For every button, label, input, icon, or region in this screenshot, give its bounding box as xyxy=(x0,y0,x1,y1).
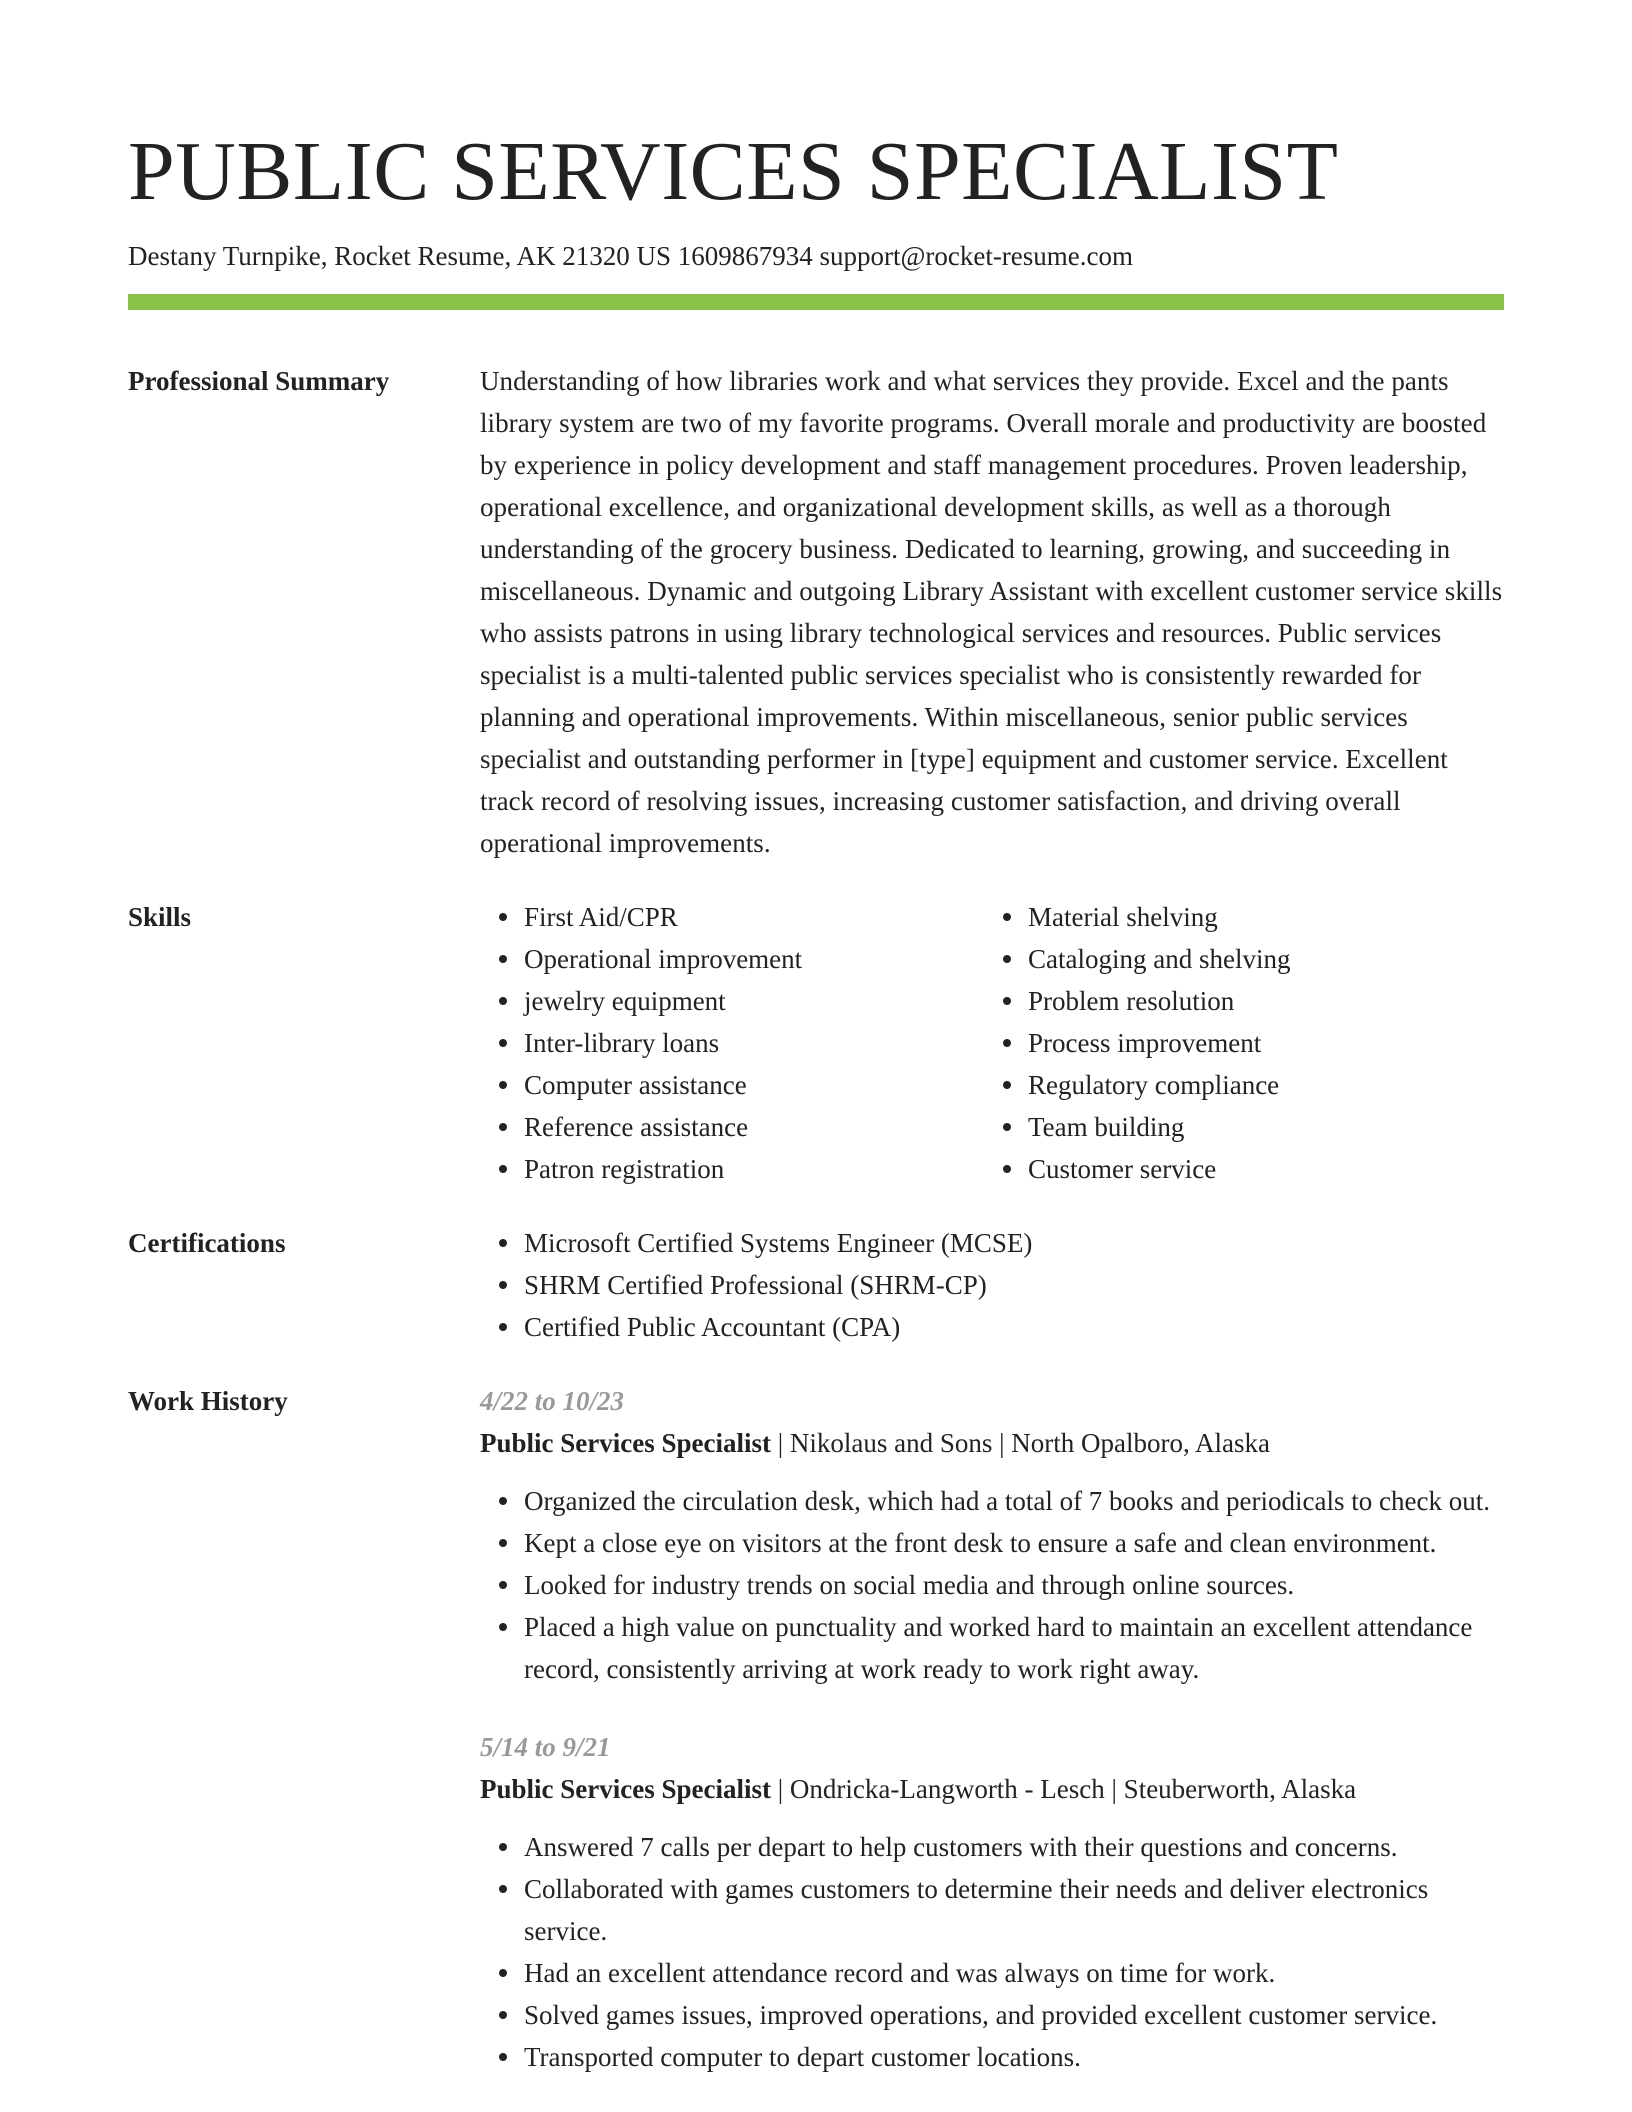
skill-item: Regulatory compliance xyxy=(1028,1064,1488,1106)
skills-list-left xyxy=(480,896,984,1190)
skill-item: Process improvement xyxy=(1028,1022,1488,1064)
section-label: Certifications xyxy=(128,1228,286,1258)
job-bullet: Kept a close eye on visitors at the front desk to ensure a safe and clean environment. xyxy=(524,1522,1504,1564)
job-bullet: Had an excellent attendance record and was always on time for work. xyxy=(524,1952,1504,1994)
skills-column-right xyxy=(984,896,1488,1190)
certification-item: Certified Public Accountant (CPA) xyxy=(524,1306,1504,1348)
job-entry xyxy=(480,1380,1504,1690)
skill-item: Customer service xyxy=(1028,1148,1488,1190)
skill-item: Material shelving xyxy=(1028,896,1488,938)
job-title: Public Services Specialist xyxy=(480,1428,771,1458)
job-title-line xyxy=(480,1768,1504,1810)
section-body xyxy=(480,1222,1504,1348)
skill-item: Computer assistance xyxy=(524,1064,984,1106)
section-body xyxy=(480,1380,1504,2078)
skill-item: Patron registration xyxy=(524,1148,984,1190)
resume-title: PUBLIC SERVICES SPECIALIST xyxy=(128,125,1339,218)
skill-item: Operational improvement xyxy=(524,938,984,980)
skill-item: jewelry equipment xyxy=(524,980,984,1022)
job-details: | Ondricka-Langworth - Lesch | Steuberworth, Alaska xyxy=(770,1774,1357,1804)
job-bullet: Solved games issues, improved operations, and provided excellent customer service. xyxy=(524,1994,1504,2036)
accent-divider xyxy=(128,294,1504,310)
certifications-section xyxy=(128,1222,1504,1348)
job-bullet: Organized the circulation desk, which had a total of 7 books and periodicals to check out. xyxy=(524,1480,1504,1522)
job-bullet: Placed a high value on punctuality and worked hard to maintain an excellent attendance record, consistently arriving at work ready to work right away. xyxy=(524,1606,1504,1690)
work-history-section xyxy=(128,1380,1504,2078)
skill-item: Inter-library loans xyxy=(524,1022,984,1064)
certification-item: Microsoft Certified Systems Engineer (MCSE) xyxy=(524,1222,1504,1264)
skills-columns xyxy=(480,896,1504,1190)
section-body xyxy=(480,360,1504,864)
skill-item: First Aid/CPR xyxy=(524,896,984,938)
job-bullets xyxy=(480,1480,1504,1690)
contact-line: Destany Turnpike, Rocket Resume, AK 21320 US 1609867934 support@rocket-resume.com xyxy=(128,241,1134,271)
skills-list-right xyxy=(984,896,1488,1190)
section-label: Skills xyxy=(128,902,192,932)
job-bullet: Answered 7 calls per depart to help customers with their questions and concerns. xyxy=(524,1826,1504,1868)
section-label: Professional Summary xyxy=(128,366,390,396)
job-dates: 4/22 to 10/23 xyxy=(480,1386,625,1416)
skill-item: Reference assistance xyxy=(524,1106,984,1148)
skills-section xyxy=(128,896,1504,1190)
job-bullet: Transported computer to depart customer locations. xyxy=(524,2036,1504,2078)
job-entry xyxy=(480,1726,1504,2078)
skill-item: Cataloging and shelving xyxy=(1028,938,1488,980)
job-title-line xyxy=(480,1422,1504,1464)
job-dates: 5/14 to 9/21 xyxy=(480,1732,611,1762)
section-label: Work History xyxy=(128,1386,288,1416)
skill-item: Team building xyxy=(1028,1106,1488,1148)
job-bullets xyxy=(480,1826,1504,2078)
professional-summary-section xyxy=(128,360,1504,864)
job-title: Public Services Specialist xyxy=(480,1774,771,1804)
skills-column-left xyxy=(480,896,984,1190)
job-details: | Nikolaus and Sons | North Opalboro, Alaska xyxy=(770,1428,1270,1458)
skill-item: Problem resolution xyxy=(1028,980,1488,1022)
certifications-list xyxy=(480,1222,1504,1348)
job-bullet: Collaborated with games customers to determine their needs and deliver electronics service. xyxy=(524,1868,1504,1952)
summary-text: Understanding of how libraries work and what services they provide. Excel and the pants library system are two of my favorite programs. Overall morale and productivity are boosted by experience in policy development and staff management procedures. Proven leadership, operational excellence, and organizational development skills, as well as a thorough understanding of the grocery business. Dedicated to learning, growing, and succeeding in miscellaneous. Dynamic and outgoing Library Assistant with excellent customer service skills who assists patrons in using library technological services and resources. Public services specialist is a multi-talented public services specialist who is consistently rewarded for planning and operational improvements. Within miscellaneous, senior public services specialist and outstanding performer in [type] equipment and customer service. Excellent track record of resolving issues, increasing customer satisfaction, and driving overall operational improvements. xyxy=(480,366,1503,858)
job-bullet: Looked for industry trends on social media and through online sources. xyxy=(524,1564,1504,1606)
certification-item: SHRM Certified Professional (SHRM-CP) xyxy=(524,1264,1504,1306)
